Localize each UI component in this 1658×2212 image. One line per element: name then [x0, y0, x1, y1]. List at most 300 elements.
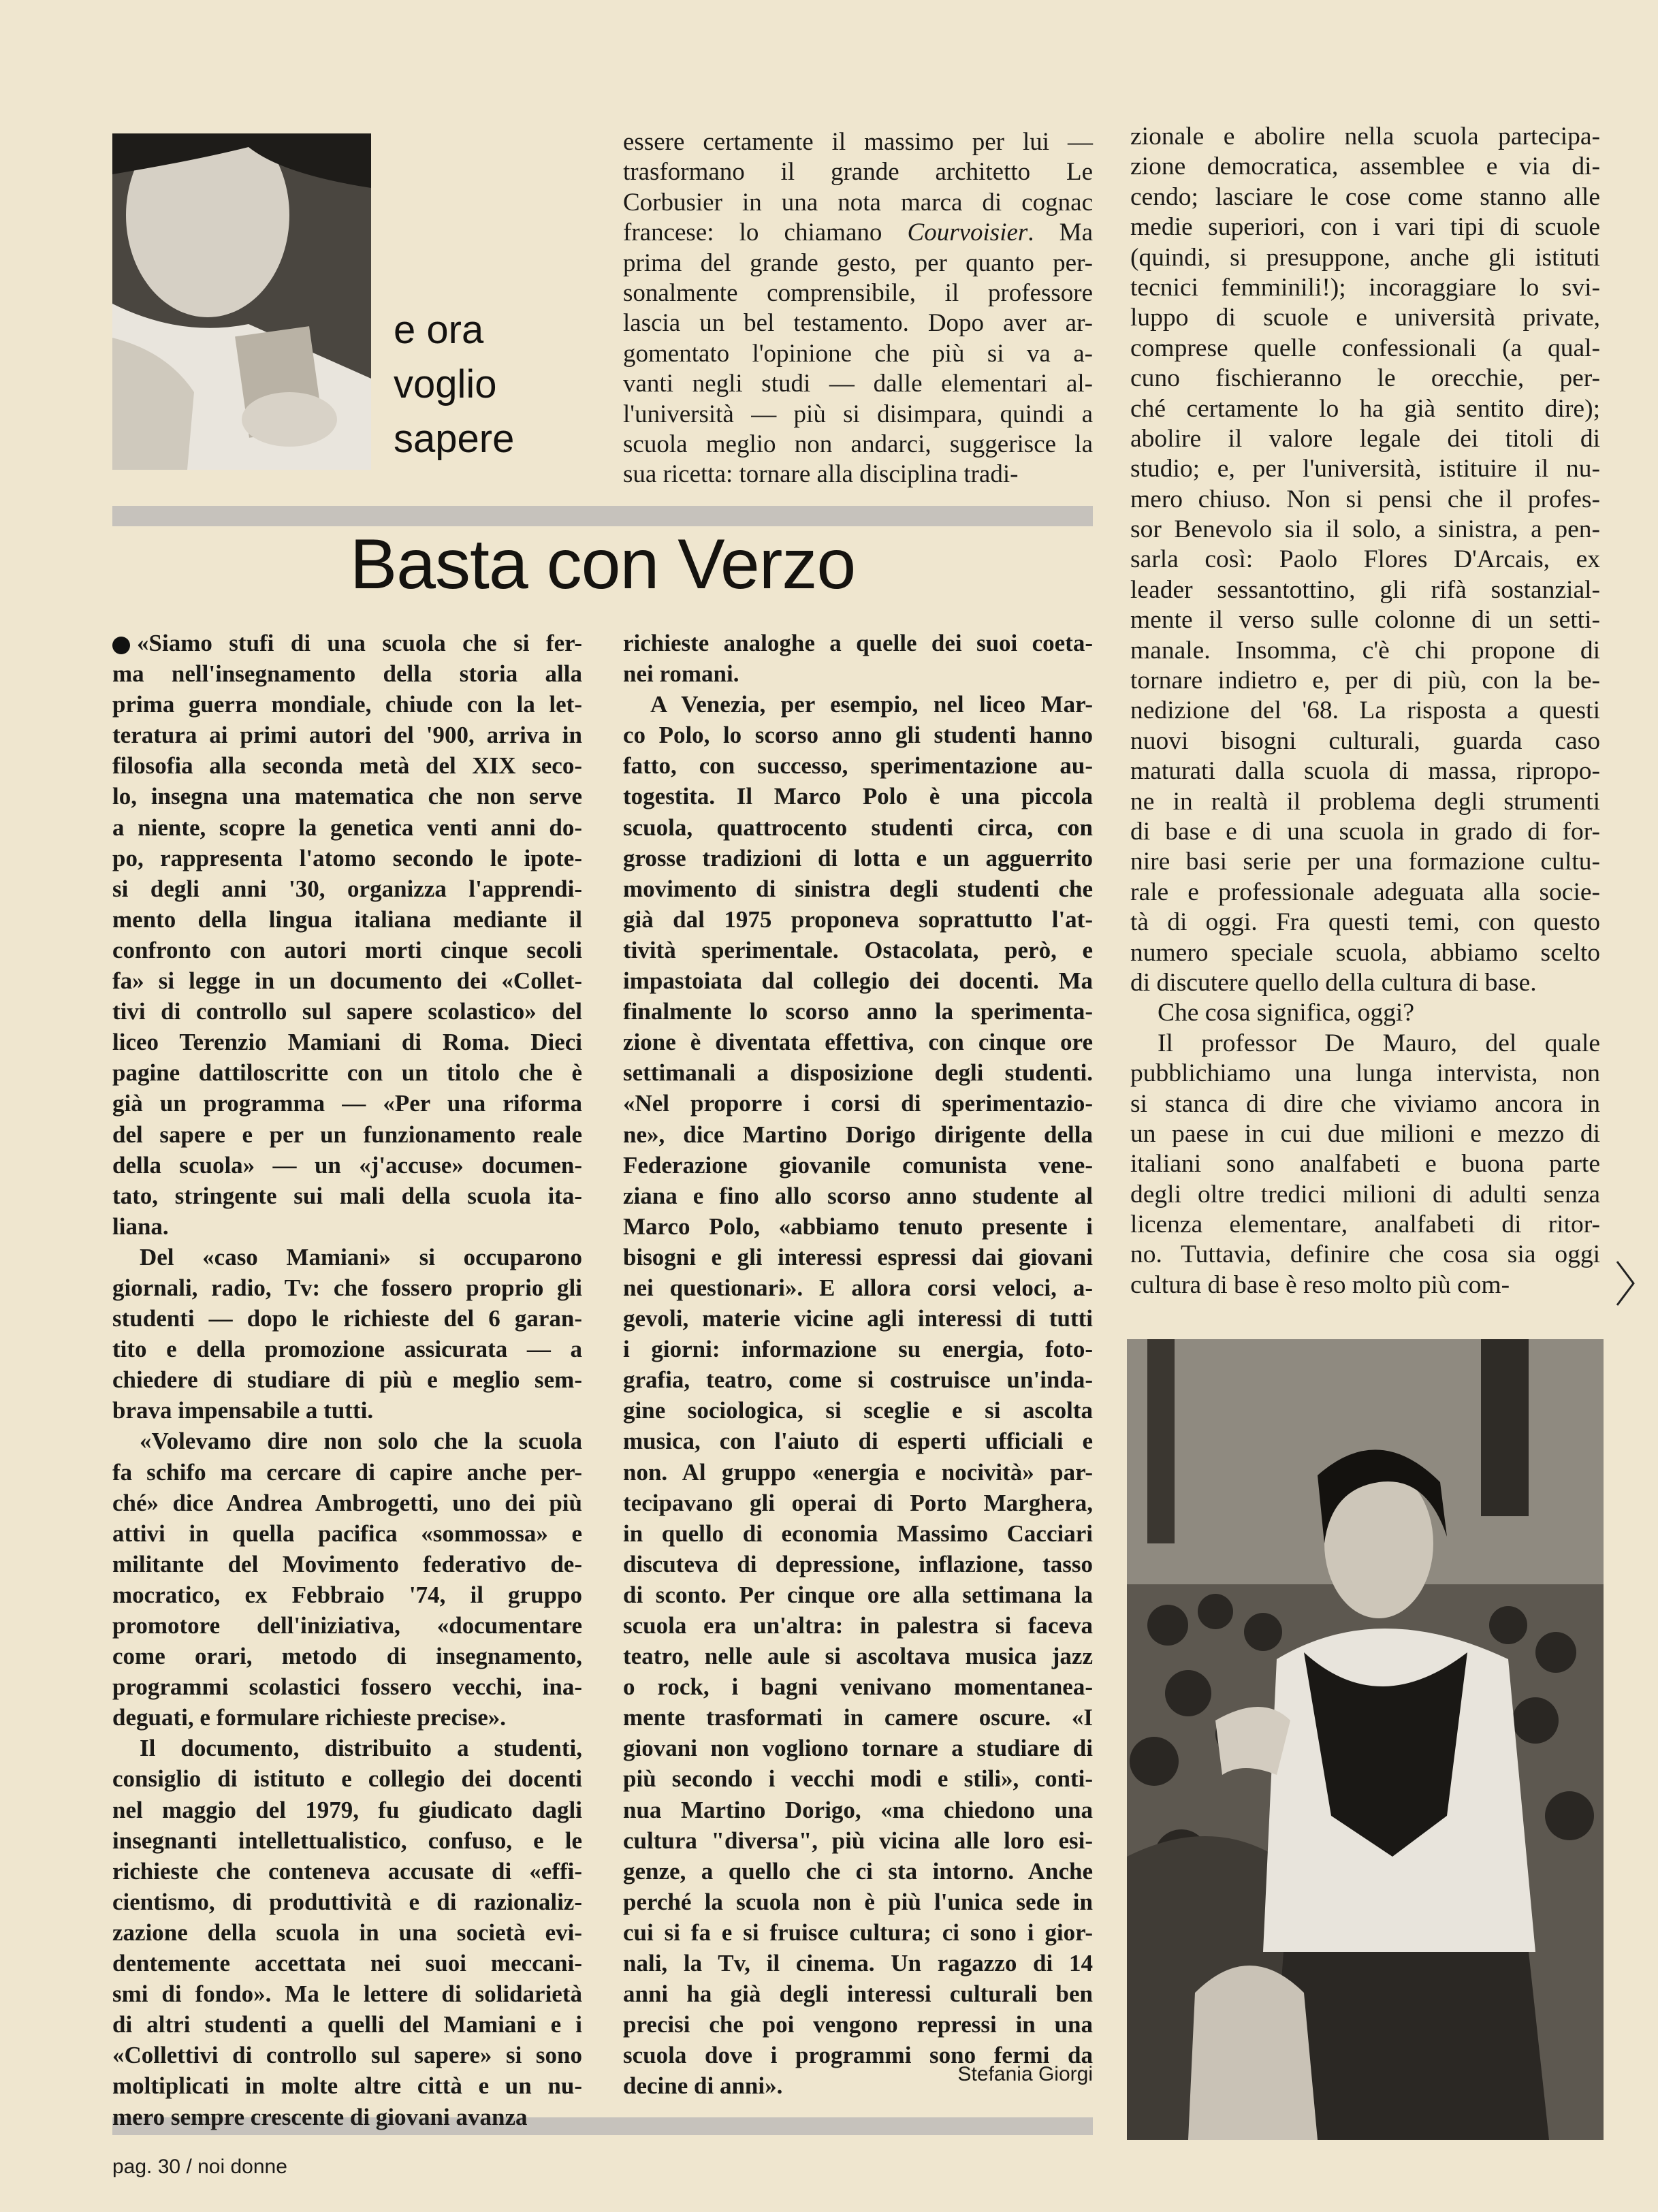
- text-line-content: «Nel proporre i corsi di sperimentazio-: [623, 1090, 1093, 1117]
- headline: Basta con Verzo: [349, 525, 856, 604]
- text-line-content: come orari, metodo di insegnamento,: [112, 1643, 582, 1670]
- text-line-content: pubblichiamo una lunga intervista, non: [1130, 1059, 1600, 1088]
- text-line-content: l'università — più si disimpara, quindi a: [623, 400, 1093, 428]
- text-line-content: tecipavano gli operai di Porto Marghera,: [623, 1489, 1093, 1516]
- text-line: [112, 1978, 582, 2009]
- text-line: [623, 338, 1093, 368]
- text-line-content: del sapere e per un funzionamento reale: [112, 1121, 582, 1148]
- text-line-content: fatto, con successo, sperimentazione au-: [623, 752, 1093, 780]
- text-line: [1130, 363, 1600, 393]
- text-line: [623, 459, 1093, 489]
- text-line: [1130, 605, 1600, 635]
- text-line: [112, 2070, 582, 2101]
- text-line: [1130, 1179, 1600, 1209]
- text-line: [623, 1856, 1093, 1887]
- text-line: [1130, 151, 1600, 181]
- text-line: [623, 750, 1093, 781]
- text-line-content: zionale e abolire nella scuola partecipa-: [1130, 123, 1600, 150]
- text-line-content: nel maggio del 1979, fu giudicato dagli: [112, 1796, 582, 1823]
- intro-text-column: [623, 127, 1093, 490]
- text-line-content: italiani sono analfabeti e buona parte: [1130, 1150, 1600, 1179]
- text-line-content: tecnici femminili!); incoraggiare lo svi-: [1130, 273, 1600, 302]
- text-line: [1130, 394, 1600, 423]
- text-line-content: di discutere quello della cultura di base.: [1130, 968, 1537, 997]
- text-line: [1130, 544, 1600, 574]
- text-line: [623, 1334, 1093, 1364]
- text-line-content: liceo Terenzio Mamiani di Roma. Dieci: [112, 1029, 582, 1056]
- text-line-content: manale. Insomma, c'è chi propone di: [1130, 636, 1600, 664]
- text-line: [623, 720, 1093, 750]
- text-line-content: settimanali a disposizione degli studenti.: [623, 1059, 1093, 1087]
- text-line: [1130, 635, 1600, 665]
- text-line: [1130, 1239, 1600, 1269]
- text-line-content: cui si fa e si fruisce cultura; ci sono i gior-: [623, 1919, 1093, 1946]
- text-line: [1130, 786, 1600, 816]
- text-line: [623, 935, 1093, 965]
- text-line-content: scuola dove i programmi sono fermi da: [623, 2042, 1093, 2069]
- text-line-content: musica, con l'aiuto di esperti ufficiali e: [623, 1428, 1093, 1455]
- text-line: [112, 1057, 582, 1088]
- text-line-content: ché certamente lo ha già sentito dire);: [1130, 394, 1600, 423]
- text-line: [623, 1518, 1093, 1549]
- text-line-content: rale e professionale adeguata alla socie-: [1130, 878, 1600, 906]
- text-line-content: mente trasformati in camere oscure. «I: [623, 1704, 1093, 1731]
- text-line: [112, 1549, 582, 1580]
- text-line: [623, 399, 1093, 429]
- text-line: [112, 843, 582, 873]
- text-line: [623, 965, 1093, 996]
- text-line-content: lo, insegna una matematica che non serve: [112, 783, 582, 810]
- text-line-content: po, rappresenta l'atomo secondo le ipote-: [112, 844, 582, 871]
- article-column-3: [1130, 121, 1600, 1300]
- text-line-content: lascia un bel testamento. Dopo aver ar-: [623, 309, 1093, 338]
- text-line-content: Corbusier in una nota marca di cognac: [623, 188, 1093, 217]
- text-line-content: già dal 1975 proponeva soprattutto l'at-: [623, 905, 1093, 933]
- text-line: [112, 1825, 582, 1856]
- text-line: [112, 2009, 582, 2040]
- text-line: [112, 750, 582, 781]
- text-line-content: Del «caso Mamiani» si occuparono: [140, 1243, 582, 1270]
- text-line: [623, 248, 1093, 278]
- text-line: [1130, 212, 1600, 242]
- text-line: [112, 1948, 582, 1978]
- text-line: [623, 1733, 1093, 1763]
- text-line: [1130, 1209, 1600, 1239]
- text-line: [1130, 575, 1600, 605]
- page-number: pag. 30: [112, 2155, 181, 2178]
- text-line: [1130, 272, 1600, 302]
- text-line: [1130, 907, 1600, 937]
- text-line-content: brava impensabile a tutti.: [112, 1397, 374, 1424]
- text-line-content: no. Tuttavia, definire che cosa sia oggi: [1130, 1240, 1600, 1269]
- text-line-content: liana.: [112, 1213, 169, 1240]
- text-line-content: francese: lo chiamano Courvoisier. Ma: [623, 219, 1093, 247]
- text-line: [112, 2102, 582, 2132]
- text-line-content: smi di fondo». Ma le lettere di solidarietà: [112, 1981, 582, 2008]
- text-line: [112, 1457, 582, 1488]
- text-line-content: togestita. Il Marco Polo è una piccola: [623, 783, 1093, 810]
- text-line-content: più secondo i vecchi modi e stili», conti-: [623, 1765, 1093, 1793]
- text-line-content: sarla così: Paolo Flores D'Arcais, ex: [1130, 545, 1600, 574]
- text-line: [1130, 514, 1600, 544]
- text-line-content: tito e della promozione assicurata — a: [112, 1336, 582, 1363]
- text-line-content: moltiplicati in molte altre città e un nu-: [112, 2072, 582, 2100]
- text-line-content: medie superiori, con i vari tipi di scuole: [1130, 213, 1600, 242]
- continue-arrow-icon: [1615, 1260, 1636, 1307]
- text-line: [623, 996, 1093, 1027]
- text-line-content: giovani non vogliono tornare a studiare di: [623, 1735, 1093, 1762]
- text-line: [112, 1887, 582, 1917]
- text-line: [623, 1426, 1093, 1456]
- text-line: [112, 1795, 582, 1825]
- text-line-content: confronto con autori morti cinque secoli: [112, 936, 582, 963]
- text-line-content: fa» si legge in un documento dei «Collet-: [112, 967, 582, 995]
- text-line: [112, 935, 582, 965]
- text-line: [623, 1763, 1093, 1794]
- text-line: [623, 1580, 1093, 1610]
- article-column-2: [623, 628, 1093, 2102]
- text-line: [623, 1181, 1093, 1211]
- text-line: [1130, 1270, 1600, 1300]
- text-line-content: comprese quelle confessionali (a qual-: [1130, 334, 1600, 362]
- text-line: [623, 1671, 1093, 1702]
- text-line: [112, 1426, 582, 1456]
- text-line-content: numero speciale scuola, abbiamo scelto: [1130, 938, 1600, 967]
- text-line: [623, 843, 1093, 873]
- text-line: [112, 1856, 582, 1887]
- text-line-content: scuola meglio non andarci, suggerisce la: [623, 430, 1093, 458]
- folio-separator: /: [186, 2155, 192, 2178]
- text-line-content: nedizione del '68. La risposta a questi: [1130, 696, 1600, 725]
- text-line-content: gevoli, materie vicine agli interessi di tutti: [623, 1305, 1093, 1332]
- text-line-content: promotore dell'iniziativa, «documentare: [112, 1612, 582, 1639]
- text-line: [112, 1917, 582, 1948]
- text-line-content: perché la scuola non è più l'unica sede in: [623, 1888, 1093, 1915]
- text-line-content: impastoiata dal collegio dei docenti. Ma: [623, 967, 1093, 995]
- text-line-content: luppo di scuole e università private,: [1130, 304, 1600, 332]
- text-line: [623, 1610, 1093, 1641]
- text-line-content: teatro, nelle aule si ascoltava musica jazz: [623, 1643, 1093, 1670]
- text-line: [1130, 1058, 1600, 1088]
- text-line: [623, 1088, 1093, 1119]
- text-line: [623, 1211, 1093, 1242]
- text-line-content: cuno fischieranno le orecchie, per-: [1130, 364, 1600, 393]
- text-line: [623, 658, 1093, 689]
- text-line-content: in quello di economia Massimo Cacciari: [623, 1520, 1093, 1547]
- text-line: [623, 1242, 1093, 1272]
- text-line: [112, 1518, 582, 1549]
- text-line: [623, 1272, 1093, 1303]
- text-line-content: dentemente accettata nei suoi meccani-: [112, 1950, 582, 1977]
- text-line-content: teratura ai primi autori del '900, arriva in: [112, 722, 582, 749]
- text-line: [112, 1395, 582, 1426]
- text-line-content: insegnanti intellettualistico, confuso, e le: [112, 1827, 582, 1854]
- text-line: [623, 1641, 1093, 1671]
- kicker-line: e ora: [394, 308, 484, 352]
- text-line: [112, 965, 582, 996]
- text-line: [112, 1150, 582, 1181]
- bottom-photo: [1127, 1339, 1604, 2140]
- kicker-line: voglio: [394, 362, 497, 406]
- bullet-dot-icon: [112, 637, 130, 654]
- text-line: [623, 308, 1093, 338]
- text-line: [623, 1395, 1093, 1426]
- text-line: [112, 1027, 582, 1057]
- text-line-content: nuovi bisogni culturali, guarda caso: [1130, 726, 1600, 755]
- text-line-content: i giorni: informazione su energia, foto-: [623, 1336, 1093, 1363]
- text-line: [1130, 182, 1600, 212]
- text-line-content: Federazione giovanile comunista vene-: [623, 1151, 1093, 1179]
- text-line-content: ma nell'insegnamento della storia alla: [112, 660, 582, 688]
- text-line-content: co Polo, lo scorso anno gli studenti hanno: [623, 722, 1093, 749]
- text-line-content: zazione della scuola in una società evi-: [112, 1919, 582, 1946]
- text-line: [1130, 423, 1600, 453]
- text-line: [623, 278, 1093, 308]
- text-line-content: cultura di base è reso molto più com-: [1130, 1270, 1510, 1299]
- text-line-content: pagine dattiloscritte con un titolo che è: [112, 1059, 582, 1087]
- text-line: [623, 628, 1093, 658]
- text-line-content: un paese in cui due milioni e mezzo di: [1130, 1119, 1600, 1148]
- text-line: [1130, 121, 1600, 151]
- text-line-content: «Collettivi di controllo sul sapere» si sono: [112, 2042, 582, 2069]
- text-line-content: mente il verso sulle colonne di un setti-: [1130, 606, 1600, 635]
- text-line: [623, 127, 1093, 157]
- text-line: [112, 1088, 582, 1119]
- text-line: [623, 1948, 1093, 1978]
- text-line: [112, 1119, 582, 1150]
- text-line: [112, 1303, 582, 1334]
- text-line-content: non. Al gruppo «energia e nocività» par-: [623, 1458, 1093, 1486]
- text-line: [112, 1334, 582, 1364]
- folio: [112, 2155, 521, 2179]
- text-line: [1130, 665, 1600, 695]
- byline: Stefania Giorgi: [957, 2063, 1093, 2085]
- text-line: [1130, 846, 1600, 876]
- text-line-content: di altri studenti a quelli del Mamiani e i: [112, 2011, 582, 2038]
- text-line: [112, 720, 582, 750]
- text-line-content: di base e di una scuola in grado di for-: [1130, 817, 1600, 846]
- text-line: [623, 689, 1093, 720]
- text-line-content: o rock, i bagni venivano momentanea-: [623, 1673, 1093, 1701]
- text-line-content: mocratico, ex Febbraio '74, il gruppo: [112, 1581, 582, 1608]
- text-line-content: studenti — dopo le richieste del 6 garan-: [112, 1305, 582, 1332]
- text-line-content: «Volevamo dire non solo che la scuola: [140, 1428, 582, 1455]
- text-line: [112, 628, 582, 658]
- text-line: [1130, 453, 1600, 483]
- text-line-content: grosse tradizioni di lotta e un agguerrito: [623, 844, 1093, 871]
- text-line: [623, 1119, 1093, 1150]
- text-line: [623, 904, 1093, 935]
- text-line: [112, 1181, 582, 1211]
- text-line: [112, 1488, 582, 1518]
- text-line-content: mero chiuso. Non si pensi che il profes-: [1130, 485, 1600, 513]
- text-line-content: a niente, scopre la genetica venti anni do-: [112, 814, 582, 841]
- text-line-content: già un programma — «Per una riforma: [112, 1090, 582, 1117]
- text-line-content: programmi scolastici fossero vecchi, ina-: [112, 1673, 582, 1701]
- text-line-content: ne», dice Martino Dorigo dirigente della: [623, 1121, 1093, 1148]
- text-line-content: grafia, teatro, come si costruisce un'inda-: [623, 1366, 1093, 1394]
- text-line: [623, 1303, 1093, 1334]
- text-line-content: cendo; lasciare le cose come stanno alle: [1130, 182, 1600, 211]
- text-line-content: ziana e fino allo scorso anno studente al: [623, 1182, 1093, 1209]
- text-line: [623, 1057, 1093, 1088]
- text-line: [623, 368, 1093, 398]
- text-line-content: Il documento, distribuito a studenti,: [140, 1735, 582, 1762]
- text-line-content: gomentato l'opinione che più si va a-: [623, 339, 1093, 368]
- text-line: [623, 1488, 1093, 1518]
- text-line: [1130, 816, 1600, 846]
- text-line: [623, 1917, 1093, 1948]
- text-line-content: chiedere di studiare di più e meglio sem-: [112, 1366, 582, 1394]
- text-line-content: scuola era un'altra: in palestra si faceva: [623, 1612, 1093, 1639]
- text-line-content: tato, stringente sui mali della scuola ita-: [112, 1182, 582, 1209]
- text-line-content: (quindi, si presuppone, anche gli istituti: [1130, 243, 1600, 272]
- text-line: [112, 781, 582, 812]
- text-line-content: discuteva di depressione, inflazione, tasso: [623, 1550, 1093, 1577]
- text-line: [623, 157, 1093, 187]
- text-line-content: Il professor De Mauro, del quale: [1158, 1029, 1600, 1057]
- text-line: [623, 217, 1093, 247]
- text-line-content: militante del Movimento federativo de-: [112, 1550, 582, 1577]
- text-line: [623, 1457, 1093, 1488]
- text-line-content: si degli anni '30, organizza l'apprendi-: [112, 875, 582, 902]
- text-line-content: finalmente lo scorso anno la sperimenta-: [623, 998, 1093, 1025]
- text-line: [112, 689, 582, 720]
- text-line: [623, 1364, 1093, 1395]
- text-line-content: della scuola» — un «j'accuse» documen-: [112, 1151, 582, 1179]
- text-line: [112, 873, 582, 904]
- text-line: [623, 429, 1093, 459]
- text-line-content: trasformano il grande architetto Le: [623, 158, 1093, 187]
- text-line: [623, 1795, 1093, 1825]
- text-line-content: tà di oggi. Fra questi temi, con questo: [1130, 908, 1600, 937]
- text-line-content: cultura "diversa", più vicina alle loro esi-: [623, 1827, 1093, 1854]
- kicker-line: sapere: [394, 417, 515, 461]
- kicker: [394, 303, 598, 466]
- text-line: [112, 1211, 582, 1242]
- text-line: [1130, 1119, 1600, 1149]
- text-line-content: si stanca di dire che viviamo ancora in: [1130, 1089, 1600, 1118]
- top-rule: [112, 506, 1093, 526]
- text-line-content: deguati, e formulare richieste precise».: [112, 1704, 506, 1731]
- text-line: [1130, 695, 1600, 725]
- text-line-content: sua ricetta: tornare alla disciplina tradi-: [623, 460, 1019, 489]
- text-line: [112, 1580, 582, 1610]
- text-line-content: essere certamente il massimo per lui —: [623, 128, 1093, 156]
- text-line: [1130, 997, 1600, 1027]
- text-line: [112, 904, 582, 935]
- text-line-content: sonalmente comprensibile, il professore: [623, 278, 1093, 307]
- text-line: [112, 658, 582, 689]
- text-line: [1130, 937, 1600, 967]
- text-line-content: nei romani.: [623, 660, 739, 688]
- text-line: [1130, 967, 1600, 997]
- text-line: [623, 1825, 1093, 1856]
- text-line-content: zione democratica, assemblee e via di-: [1130, 153, 1600, 181]
- text-line: [1130, 726, 1600, 756]
- text-line-content: prima guerra mondiale, chiude con la let-: [112, 691, 582, 718]
- text-line-content: consiglio di istituto e collegio dei docenti: [112, 1765, 582, 1793]
- text-line: [623, 781, 1093, 812]
- text-line-content: sor Benevolo sia il solo, a sinistra, a pen-: [1130, 515, 1600, 544]
- text-line-content: nua Martino Dorigo, «ma chiedono una: [623, 1796, 1093, 1823]
- text-line-content: richieste che conteneva accusate di «effi-: [112, 1857, 582, 1885]
- text-line: [112, 2040, 582, 2070]
- text-line: [112, 1610, 582, 1641]
- text-line-content: attivi in quella pacifica «sommossa» e: [112, 1520, 582, 1547]
- text-line-content: ne in realtà il problema degli strumenti: [1130, 787, 1600, 816]
- text-line: [1130, 333, 1600, 363]
- text-line-content: studio; e, per l'università, istituire il nu-: [1130, 455, 1600, 483]
- text-line: [1130, 302, 1600, 332]
- text-line-content: Che cosa significa, oggi?: [1158, 999, 1414, 1027]
- text-line: [623, 187, 1093, 217]
- text-line-content: filosofia alla seconda metà del XIX seco-: [112, 752, 582, 780]
- text-line: [1130, 1149, 1600, 1179]
- text-line-content: nali, la Tv, il cinema. Un ragazzo di 14: [623, 1950, 1093, 1977]
- text-line: [623, 1027, 1093, 1057]
- text-line-content: nire basi serie per una formazione cultu-: [1130, 848, 1600, 876]
- text-line: [623, 2009, 1093, 2040]
- text-line: [112, 1272, 582, 1303]
- top-photo: [112, 133, 371, 470]
- text-line: [112, 1641, 582, 1671]
- text-line-content: ché» dice Andrea Ambrogetti, uno dei più: [112, 1489, 582, 1516]
- text-line: [623, 1887, 1093, 1917]
- text-line-content: tività sperimentale. Ostacolata, però, e: [623, 936, 1093, 963]
- text-line-content: abolire il valore legale dei titoli di: [1130, 424, 1600, 453]
- text-line-content: cientismo, di produttività e di razionaliz-: [112, 1888, 582, 1915]
- text-line: [1130, 756, 1600, 786]
- text-line: [623, 873, 1093, 904]
- text-line-content: richieste analoghe a quelle dei suoi coeta-: [623, 630, 1093, 656]
- text-line: [112, 1671, 582, 1702]
- text-line: [112, 1763, 582, 1794]
- article-column-1: [112, 628, 582, 2132]
- italic-term: Courvoisier: [907, 219, 1028, 247]
- text-line-content: mento della lingua italiana mediante il: [112, 905, 582, 933]
- text-line-content: bisogni e gli interessi espressi dai giovani: [623, 1243, 1093, 1270]
- text-line-content: scuola, quattrocento studenti circa, con: [623, 814, 1093, 841]
- text-line: [112, 1733, 582, 1763]
- text-line-content: degli oltre tredici milioni di adulti senza: [1130, 1180, 1600, 1208]
- text-line-content: Marco Polo, «abbiamo tenuto presente i: [623, 1213, 1093, 1240]
- text-line-content: gine sociologica, si sceglie e si ascolta: [623, 1397, 1093, 1424]
- text-line: [112, 1242, 582, 1272]
- text-line-content: licenza elementare, analfabeti di ritor-: [1130, 1211, 1600, 1239]
- text-line-content: movimento di sinistra degli studenti che: [623, 875, 1093, 902]
- text-line: [623, 1978, 1093, 2009]
- text-line-content: prima del grande gesto, per quanto per-: [623, 249, 1093, 277]
- text-line-content: nei questionari». E allora corsi veloci, a-: [623, 1274, 1093, 1301]
- text-line: [1130, 877, 1600, 907]
- text-line-content: fa schifo ma cercare di capire anche per-: [112, 1458, 582, 1486]
- text-line-content: leader sessantottino, gli rifà sostanzial-: [1130, 575, 1600, 604]
- text-line: [623, 1549, 1093, 1580]
- text-line-content: giornali, radio, Tv: che fossero proprio gli: [112, 1274, 582, 1301]
- text-line-content: vanti negli studi — dalle elementari al-: [623, 370, 1093, 398]
- text-line: [112, 1364, 582, 1395]
- magazine-name: noi donne: [197, 2155, 287, 2178]
- text-line-content: tornare indietro e, per di più, con la be-: [1130, 667, 1600, 695]
- text-line: [623, 1702, 1093, 1733]
- text-line: [1130, 1089, 1600, 1119]
- text-line-content: di sconto. Per cinque ore alla settimana la: [623, 1581, 1093, 1608]
- text-line: [1130, 242, 1600, 272]
- text-line: [112, 812, 582, 843]
- text-line-content: mero sempre crescente di giovani avanza: [112, 2103, 528, 2130]
- text-line-content: anni ha già degli interessi culturali ben: [623, 1981, 1093, 2008]
